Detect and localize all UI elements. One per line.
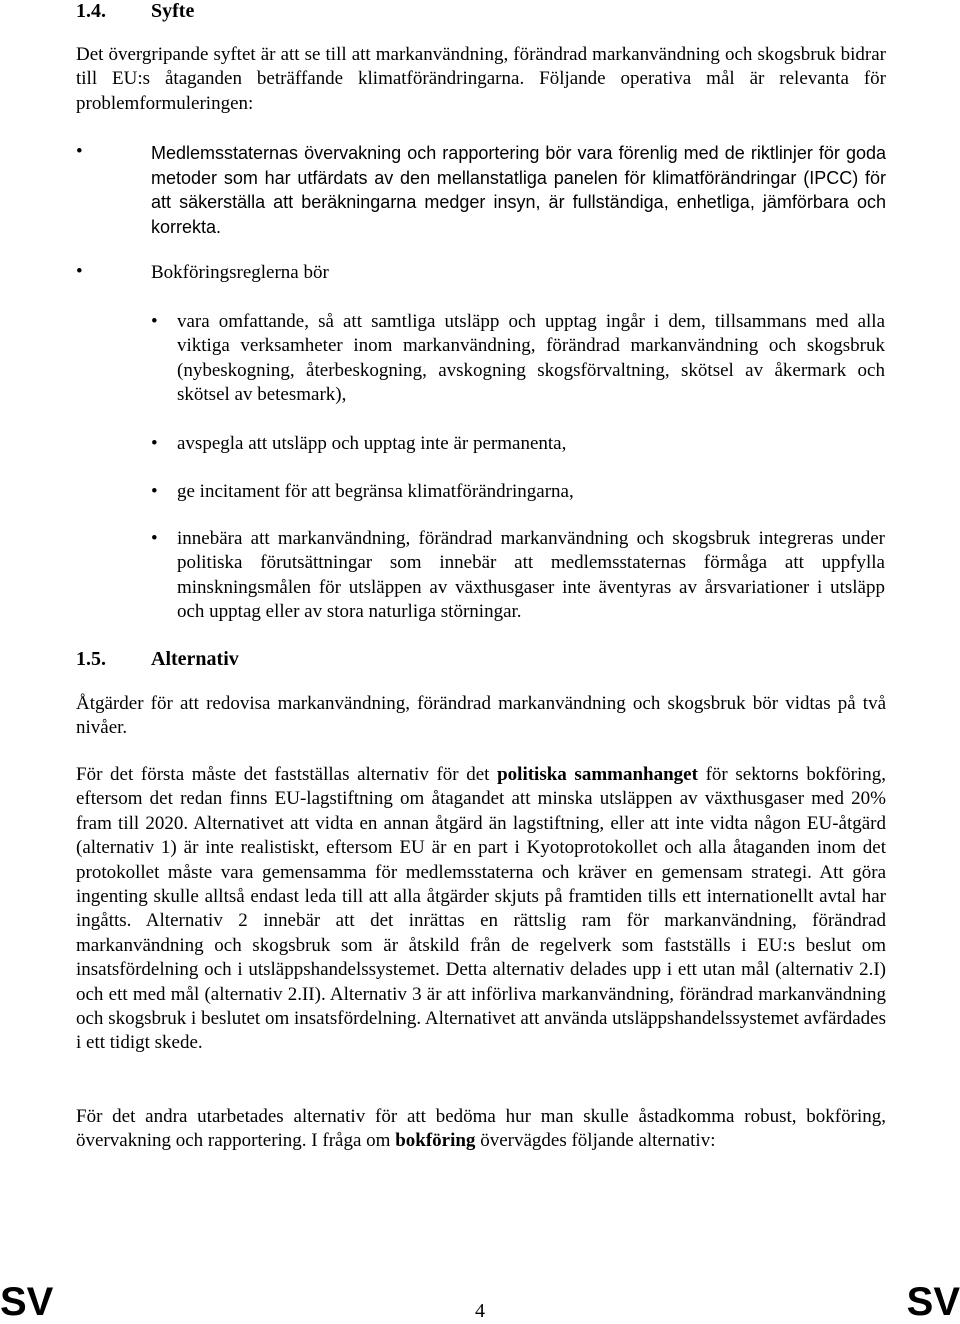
page-number: 4	[475, 1300, 485, 1322]
goal-item-accounting-rules: Bokföringsreglerna bör	[151, 262, 329, 283]
intro-paragraph: Det övergripande syftet är att se till att markanvändning, förändrad markanvändning och skogsbruk bidrar till EU:s åtaganden beträffande klimatförändringarna. Följande operativa mål är relevanta för problemformuleringen:	[76, 44, 886, 114]
bullet-icon: •	[151, 481, 158, 502]
section-title: Syfte	[151, 0, 195, 22]
goal-item-monitoring: Medlemsstaternas övervakning och rapportering bör vara förenlig med de riktlinjer för goda metoder som har utfärdats av den mellanstatliga panelen för klimatförändringar (IPCC) för att säkerställa att beräkningarna medger insyn, är fullständiga, enhetliga, jämförbara och korrekta.	[151, 143, 886, 237]
bullet-icon: •	[151, 311, 158, 332]
bullet-icon: •	[76, 261, 83, 282]
rule-item-comprehensive: vara omfattande, så att samtliga utsläpp och upptag ingår i dem, tillsammans med alla viktiga verksamheter inom markanvändning, förändrad markanvändning och skogsbruk (nybeskogning, återbeskogning, avskogning skogsförvaltning, skötsel av åkermark och skötsel av betesmark),	[177, 311, 885, 406]
bold-term: bokföring	[395, 1130, 476, 1152]
text-run: För det andra utarbetades alternativ för att bedöma hur man skulle åstadkomma robust, bokföring, övervakning och rapportering. I fråga om	[76, 1106, 886, 1152]
paragraph-political-context	[76, 763, 886, 1056]
section-number: 1.4.	[76, 0, 106, 22]
section-title: Alternativ	[151, 648, 239, 670]
rule-item-integration: innebära att markanvändning, förändrad markanvändning och skogsbruk integreras under politiska förutsättningar som innebär att medlemsstaternas förmåga att uppfylla minskningsmålen för utsläppen av växthusgaser inte äventyras av årsvariationer i utsläpp och upptag eller av stora naturliga störningar.	[177, 528, 885, 623]
text-run: För det första måste det fastställas alternativ för det	[76, 764, 498, 785]
bold-term: politiska sammanhanget	[497, 764, 698, 785]
language-code-left: SV	[0, 1280, 54, 1324]
bullet-icon: •	[76, 141, 83, 162]
paragraph-levels: Åtgärder för att redovisa markanvändning, förändrad markanvändning och skogsbruk bör vidtas på två nivåer.	[76, 693, 886, 739]
text-run: övervägdes följande alternativ:	[475, 1130, 716, 1152]
paragraph-accounting	[76, 1105, 886, 1154]
rule-item-incentives: ge incitament för att begränsa klimatförändringarna,	[177, 481, 574, 502]
language-code-right: SV	[906, 1280, 960, 1324]
section-heading-syfte	[76, 0, 194, 22]
bullet-icon: •	[151, 433, 158, 454]
rule-item-non-permanence: avspegla att utsläpp och upptag inte är permanenta,	[177, 433, 567, 454]
bullet-icon: •	[151, 528, 158, 549]
section-number: 1.5.	[76, 648, 106, 670]
section-heading-alternativ	[76, 648, 239, 670]
text-run: för sektorns bokföring, eftersom det redan finns EU-lagstiftning om åtagandet att minska utsläppen av växthusgaser med 20% fram till 2020. Alternativet att vidta en annan åtgärd än lagstiftning, eller att inte vidta någon EU-åtgärd (alternativ 1) är inte realistiskt, eftersom EU är en part i Kyotoprotokollet och alla åtaganden inom det protokollet måste vara gemensamma för medlemsstaterna och kräver en gemensam strategi. Att göra ingenting skulle alltså endast leda till att alla åtgärder skjuts på framtiden tills ett internationellt avtal har ingåtts. Alternativ 2 innebär att det inrättas en rättslig ram för markanvändning, förändrad markanvändning och skogsbruk som är åtskild från de regelverk som fastställs i EU:s beslut om insatsfördelning och i utsläppshandelssystemet. Detta alternativ delades upp i ett utan mål (alternativ 2.I) och ett med mål (alternativ 2.II). Alternativ 3 är att införliva markanvändning, förändrad markanvändning och skogsbruk i beslutet om insatsfördelning. Alternativet att använda utsläppshandelssystemet avfärdades i ett tidigt skede.	[76, 764, 887, 1054]
